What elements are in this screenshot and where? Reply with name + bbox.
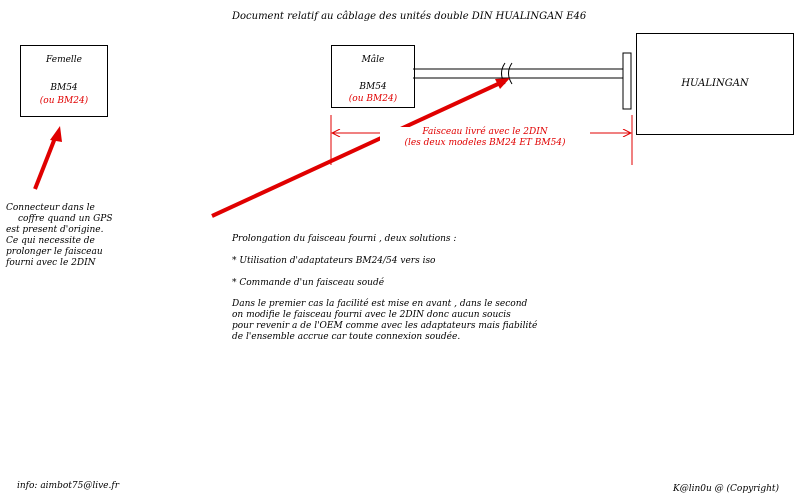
female-model: BM54 bbox=[50, 83, 78, 93]
connector-note-line: fourni avec le 2DIN bbox=[6, 258, 96, 268]
connector-note-line: est present d'origine. bbox=[6, 225, 104, 235]
male-alt-model: (ou BM24) bbox=[348, 94, 398, 104]
paragraph-line: de l'ensemble accrue car toute connexion soudée. bbox=[232, 332, 461, 342]
connector-note-line: coffre quand un GPS bbox=[18, 214, 113, 224]
extension-option-2: * Commande d'un faisceau soudé bbox=[232, 278, 385, 288]
extension-option-1: * Utilisation d'adaptateurs BM24/54 vers iso bbox=[232, 256, 436, 266]
unit-plug bbox=[623, 53, 631, 109]
male-label: Mâle bbox=[361, 55, 385, 65]
connector-note bbox=[6, 203, 156, 269]
paragraph-line: pour revenir a de l'OEM comme avec les adaptateurs mais fiabilité bbox=[232, 321, 538, 331]
female-alt-model: (ou BM24) bbox=[39, 96, 89, 106]
extension-heading: Prolongation du faisceau fourni , deux solutions : bbox=[232, 234, 457, 244]
connector-note-line: Connecteur dans le bbox=[6, 203, 95, 213]
extension-paragraph bbox=[232, 299, 537, 343]
female-pointer-arrow bbox=[35, 126, 62, 189]
paragraph-line: on modifie le faisceau fourni avec le 2DIN donc aucun soucis bbox=[232, 310, 511, 320]
footer-copyright: K@lin0u @ (Copyright) bbox=[673, 484, 780, 494]
harness-cable bbox=[413, 63, 623, 84]
harness-note-line1: Faisceau livré avec le 2DIN bbox=[422, 127, 548, 137]
harness-note bbox=[380, 127, 590, 149]
connector-note-line: prolonger le faisceau bbox=[6, 247, 103, 257]
connector-note-line: Ce qui necessite de bbox=[6, 236, 95, 246]
harness-note-line2: (les deux modeles BM24 ET BM54) bbox=[404, 138, 566, 148]
male-model: BM54 bbox=[359, 82, 387, 92]
unit-label: HUALINGAN bbox=[681, 78, 749, 89]
document-title: Document relatif au câblage des unités double DIN HUALINGAN E46 bbox=[232, 11, 587, 22]
footer-info: info: aimbot75@live.fr bbox=[17, 481, 120, 491]
paragraph-line: Dans le premier cas la facilité est mise en avant , dans le second bbox=[232, 299, 528, 309]
female-label: Femelle bbox=[45, 55, 83, 65]
